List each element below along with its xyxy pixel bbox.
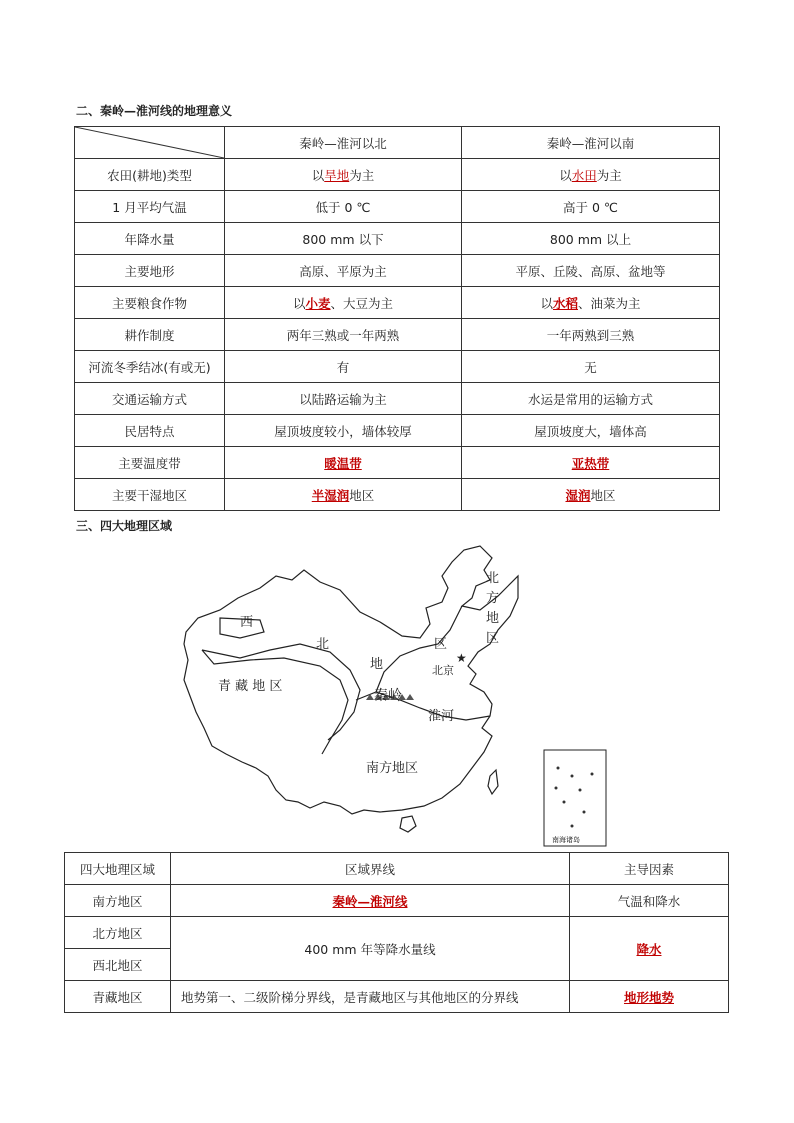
hainan-island <box>400 816 416 832</box>
boundary-cell: 地势第一、二级阶梯分界线，是青藏地区与其他地区的分界线 <box>171 981 570 1013</box>
section-3-title: 三、四大地理区域 <box>76 519 173 533</box>
north-cell: 两年三熟或一年两熟 <box>225 319 462 351</box>
map-label-beifang-1: 北 <box>486 571 500 586</box>
map-label-beifang-2: 方 <box>486 591 500 606</box>
south-cell: 800 mm 以上 <box>462 223 720 255</box>
section-2-title: 二、秦岭—淮河线的地理意义 <box>76 104 233 118</box>
map-label-beijing: 北京 <box>432 664 454 677</box>
china-regions-map <box>180 540 612 850</box>
map-label-nanfang: 南方地区 <box>366 761 419 776</box>
factor-cell: 气温和降水 <box>570 885 729 917</box>
qinghai-tibet-boundary <box>202 650 348 754</box>
north-cell: 半湿润地区 <box>225 479 462 511</box>
south-cell: 以水田为主 <box>462 159 720 191</box>
north-cell: 以旱地为主 <box>225 159 462 191</box>
map-label-qinling: 秦岭 <box>374 688 402 704</box>
map-label-bei: 北 <box>316 637 330 652</box>
north-cell: 有 <box>225 351 462 383</box>
region-cell: 南方地区 <box>65 885 171 917</box>
header-south: 秦岭—淮河以南 <box>462 127 720 159</box>
row-label: 交通运输方式 <box>75 383 225 415</box>
map-label-qingzang: 青 藏 地 区 <box>218 679 283 694</box>
factor-cell: 地形地势 <box>570 981 729 1013</box>
boundary-cell: 秦岭—淮河线 <box>171 885 570 917</box>
taiwan-island <box>488 770 498 794</box>
map-label-qu: 区 <box>434 637 448 652</box>
beijing-star-icon: ★ <box>456 651 467 665</box>
row-label: 民居特点 <box>75 415 225 447</box>
map-label-beifang-4: 区 <box>486 631 500 646</box>
south-cell: 湿润地区 <box>462 479 720 511</box>
north-cell: 800 mm 以下 <box>225 223 462 255</box>
row-label: 主要粮食作物 <box>75 287 225 319</box>
north-cell: 以陆路运输为主 <box>225 383 462 415</box>
south-cell: 平原、丘陵、高原、盆地等 <box>462 255 720 287</box>
row-label: 农田(耕地)类型 <box>75 159 225 191</box>
four-regions-table <box>64 852 729 1013</box>
south-cell: 水运是常用的运输方式 <box>462 383 720 415</box>
south-cell: 亚热带 <box>462 447 720 479</box>
north-cell: 屋顶坡度较小，墙体较厚 <box>225 415 462 447</box>
south-cell: 一年两熟到三熟 <box>462 319 720 351</box>
header-region: 四大地理区域 <box>65 853 171 885</box>
south-china-sea-inset <box>544 750 606 846</box>
inset-label: 南海诸岛 <box>552 836 580 844</box>
south-cell: 无 <box>462 351 720 383</box>
header-north: 秦岭—淮河以北 <box>225 127 462 159</box>
north-northwest-line <box>376 606 462 692</box>
row-label: 主要干湿地区 <box>75 479 225 511</box>
north-cell: 高原、平原为主 <box>225 255 462 287</box>
diagonal-line <box>75 127 224 158</box>
south-cell: 屋顶坡度大，墙体高 <box>462 415 720 447</box>
row-label: 耕作制度 <box>75 319 225 351</box>
region-cell: 北方地区 <box>65 917 171 949</box>
south-cell: 以水稻、油菜为主 <box>462 287 720 319</box>
row-label: 主要地形 <box>75 255 225 287</box>
row-label: 主要温度带 <box>75 447 225 479</box>
row-label: 年降水量 <box>75 223 225 255</box>
header-factor: 主导因素 <box>570 853 729 885</box>
qinling-huaihe-table <box>74 126 720 511</box>
row-label: 1 月平均气温 <box>75 191 225 223</box>
boundary-cell: 400 mm 年等降水量线 <box>171 917 570 981</box>
factor-cell: 降水 <box>570 917 729 981</box>
region-cell: 西北地区 <box>65 949 171 981</box>
north-cell: 低于 0 ℃ <box>225 191 462 223</box>
map-label-beifang-3: 地 <box>486 611 500 626</box>
south-cell: 高于 0 ℃ <box>462 191 720 223</box>
region-cell: 青藏地区 <box>65 981 171 1013</box>
north-cell: 暖温带 <box>225 447 462 479</box>
map-label-di: 地 <box>370 657 384 672</box>
row-label: 河流冬季结冰(有或无) <box>75 351 225 383</box>
map-label-xi: 西 <box>240 615 254 630</box>
diagonal-header-cell <box>75 127 225 159</box>
north-cell: 以小麦、大豆为主 <box>225 287 462 319</box>
map-label-huaihe: 淮河 <box>428 709 455 724</box>
header-boundary: 区域界线 <box>171 853 570 885</box>
